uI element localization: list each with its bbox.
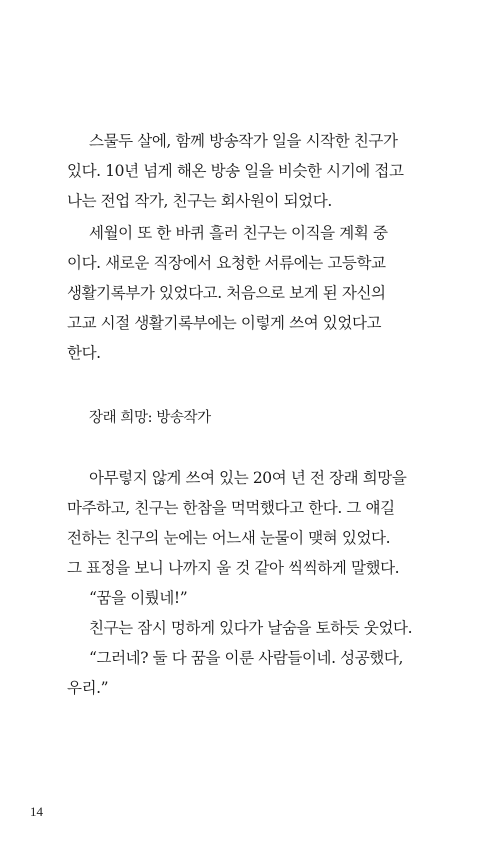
paragraph-3-line-1: 아무렇지 않게 쓰여 있는 20여 년 전 장래 희망을	[89, 469, 407, 487]
paragraph-3-line-3: 전하는 친구의 눈에는 어느새 눈물이 맺혀 있었다.	[67, 529, 391, 547]
page-number: 14	[30, 804, 43, 819]
paragraph-1-line-3: 나는 전업 작가, 친구는 회사원이 되었다.	[67, 192, 332, 210]
paragraph-2-line-2: 이다. 새로운 직장에서 요청한 서류에는 고등학교	[67, 254, 386, 272]
paragraph-1-line-1: 스물두 살에, 함께 방송작가 일을 시작한 친구가	[89, 132, 398, 150]
paragraph-4-line-1: 친구는 잠시 멍하게 있다가 날숨을 토하듯 웃었다.	[89, 619, 413, 637]
paragraph-2-line-4: 고교 시절 생활기록부에는 이렇게 쓰여 있었다고	[67, 314, 382, 332]
paragraph-3-line-2: 마주하고, 친구는 한참을 먹먹했다고 한다. 그 얘길	[67, 499, 395, 517]
dialogue-line-2-cont: 우리.”	[67, 679, 109, 697]
dialogue-line-1: “꿈을 이뤘네!”	[89, 589, 188, 607]
paragraph-2-line-1: 세월이 또 한 바퀴 흘러 친구는 이직을 계획 중	[89, 224, 388, 242]
paragraph-1-line-2: 있다. 10년 넘게 해온 방송 일을 비슷한 시기에 접고	[67, 162, 404, 180]
dialogue-line-2: “그러네? 둘 다 꿈을 이룬 사람들이네. 성공했다,	[89, 649, 403, 667]
paragraph-2-line-3: 생활기록부가 있었다고. 처음으로 보게 된 자신의	[67, 284, 386, 302]
paragraph-3-line-4: 그 표정을 보니 나까지 울 것 같아 씩씩하게 말했다.	[67, 559, 400, 577]
paragraph-2-line-5: 한다.	[67, 344, 101, 362]
quoted-record: 장래 희망: 방송작가	[89, 410, 211, 426]
